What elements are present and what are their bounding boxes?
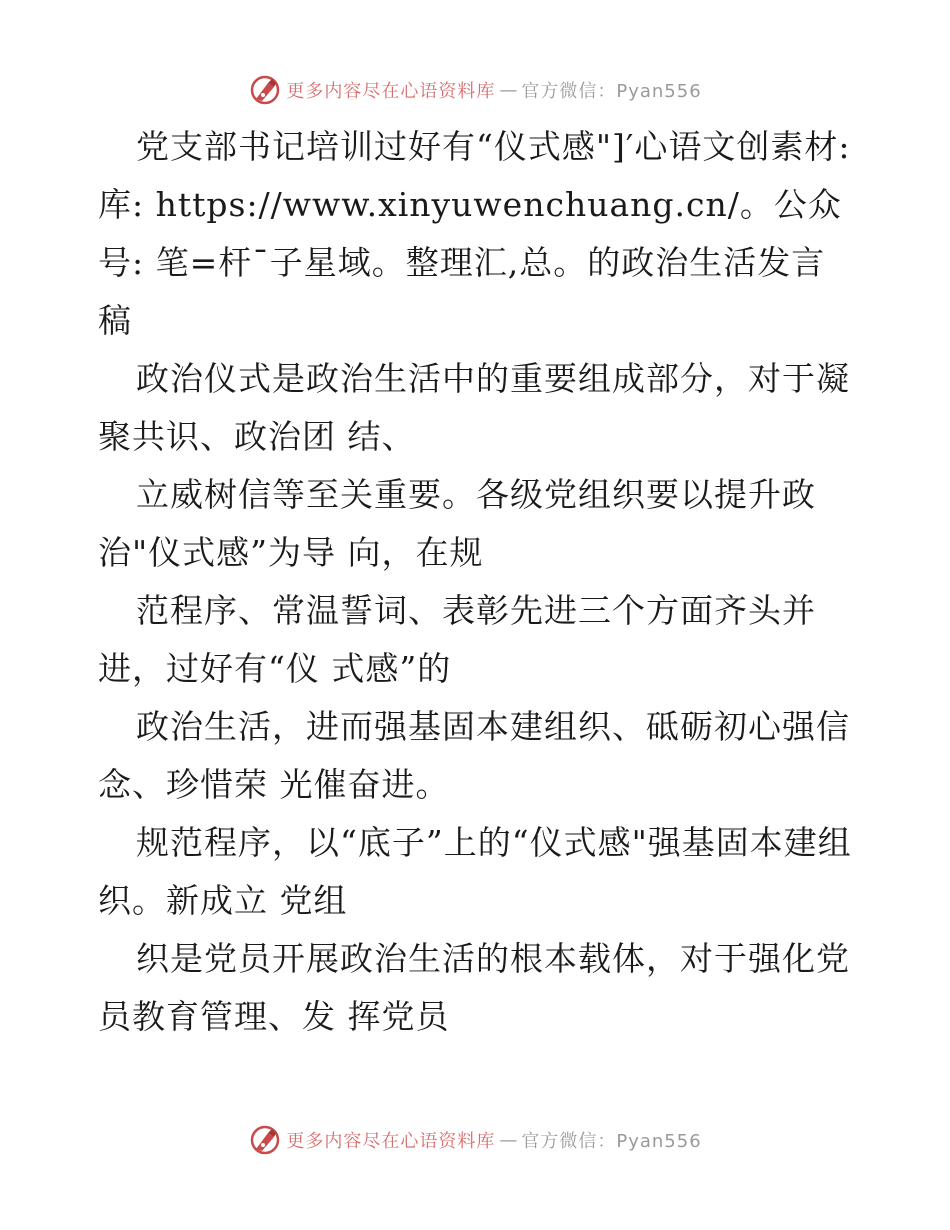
watermark-brand-text: 更多内容尽在心语资料库 (286, 81, 496, 102)
footer-watermark (0, 1120, 950, 1160)
paragraph: 政治仪式是政治生活中的重要组成部分，对于凝聚共识、政治团 结、 (98, 359, 850, 456)
paragraph: 立威树信等至关重要。各级党组织要以提升政治"仪式感”为导 向，在规 (98, 475, 816, 572)
paragraph: 规范程序，以“底子”上的“仪式感"强基固本建组织。新成立 党组 (98, 823, 852, 920)
watermark-separator: — (499, 1129, 518, 1151)
watermark-contact-text: 官方微信：Pyan556 (521, 1131, 702, 1152)
watermark-separator: — (499, 79, 518, 101)
document-body (98, 118, 858, 1046)
watermark-contact-text: 官方微信：Pyan556 (521, 81, 702, 102)
header-watermark (0, 70, 950, 110)
paragraph: 党支部书记培训过好有“仪式感"]′心语文创素材:库: https://www.xinyuwenchuang.cn/。公众号: 笔=杆¯子星域。整理汇,总。的政治生活发言稿 (98, 127, 851, 340)
pen-nib-logo-icon (248, 73, 282, 107)
paragraph: 范程序、常温誓词、表彰先进三个方面齐头并进，过好有“仪 式感”的 (98, 591, 816, 688)
pen-nib-logo-icon (248, 1123, 282, 1157)
paragraph: 政治生活，进而强基固本建组织、砥砺初心强信念、珍惜荣 光催奋进。 (98, 707, 850, 804)
watermark-brand-text: 更多内容尽在心语资料库 (286, 1131, 496, 1152)
paragraph: 织是党员开展政治生活的根本载体，对于强化党员教育管理、发 挥党员 (98, 939, 850, 1036)
